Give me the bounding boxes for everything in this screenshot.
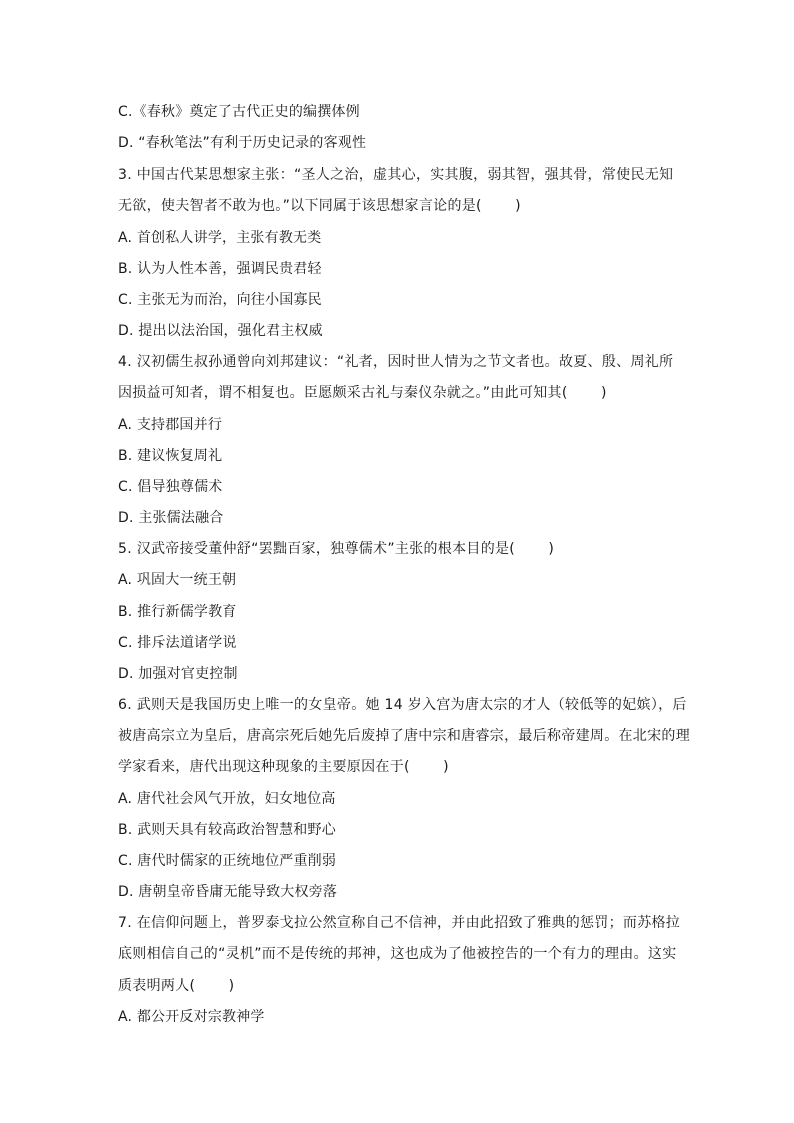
- option-b-q6: B. 武则天具有较高政治智慧和野心: [118, 822, 336, 838]
- option-d-q3: D. 提出以法治国，强化君主权威: [118, 323, 323, 339]
- question-3-stem-line-2: 无欲，使夫智者不敢为也。”以下同属于该思想家言论的是( ): [118, 198, 521, 214]
- option-c-q4: C. 倡导独尊儒术: [118, 479, 223, 495]
- option-d-q2: D. “春秋笔法”有利于历史记录的客观性: [118, 135, 367, 151]
- question-6-stem-line-3: 学家看来，唐代出现这种现象的主要原因在于( ): [118, 759, 449, 775]
- question-4-stem-line-2: 因损益可知者，谓不相复也。臣愿颇采古礼与秦仪杂就之。”由此可知其( ): [118, 385, 607, 401]
- question-6-stem-line-2: 被唐高宗立为皇后，唐高宗死后她先后废掉了唐中宗和唐睿宗，最后称帝建周。在北宋的理: [118, 728, 690, 744]
- question-4-stem-line-1: 4. 汉初儒生叔孙通曾向刘邦建议：“礼者，因时世人情为之节文者也。故夏、殷、周礼所: [118, 354, 674, 370]
- question-7-stem-line-2: 底则相信自己的“灵机”而不是传统的邦神，这也成为了他被控告的一个有力的理由。这实: [118, 946, 677, 962]
- option-a-q3: A. 首创私人讲学，主张有教无类: [118, 230, 322, 246]
- option-d-q5: D. 加强对官吏控制: [118, 666, 238, 682]
- question-3-stem-line-1: 3. 中国古代某思想家主张：“圣人之治，虚其心，实其腹，弱其智，强其骨，常使民无知: [118, 167, 674, 183]
- option-a-q4: A. 支持郡国并行: [118, 417, 223, 433]
- option-c-q5: C. 排斥法道诸学说: [118, 635, 237, 651]
- option-a-q7: A. 都公开反对宗教神学: [118, 1009, 265, 1025]
- option-d-q4: D. 主张儒法融合: [118, 510, 224, 526]
- option-b-q4: B. 建议恢复周礼: [118, 448, 223, 464]
- question-7-stem-line-1: 7. 在信仰问题上，普罗泰戈拉公然宣称自己不信神，并由此招致了雅典的惩罚；而苏格拉: [118, 915, 681, 931]
- option-a-q5: A. 巩固大一统王朝: [118, 572, 237, 588]
- option-c-q6: C. 唐代时儒家的正统地位严重削弱: [118, 853, 337, 869]
- option-c-q3: C. 主张无为而治，向往小国寡民: [118, 292, 322, 308]
- option-b-q3: B. 认为人性本善，强调民贵君轻: [118, 261, 322, 277]
- option-d-q6: D. 唐朝皇帝昏庸无能导致大权旁落: [118, 884, 338, 900]
- option-b-q5: B. 推行新儒学教育: [118, 604, 237, 620]
- question-6-stem-line-1: 6. 武则天是我国历史上唯一的女皇帝。她 14 岁入宫为唐太宗的才人（较低等的妃嫔），后: [118, 697, 687, 713]
- option-c-q2: C.《春秋》奠定了古代正史的编撰体例: [118, 104, 360, 120]
- option-a-q6: A. 唐代社会风气开放，妇女地位高: [118, 791, 336, 807]
- question-7-stem-line-3: 质表明两人( ): [118, 978, 235, 994]
- question-5-stem: 5. 汉武帝接受董仲舒“罢黜百家，独尊儒术”主张的根本目的是( ): [118, 541, 555, 557]
